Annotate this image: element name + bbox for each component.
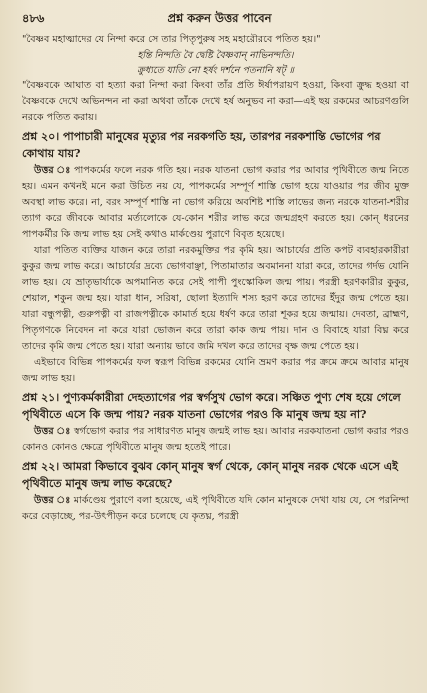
answer-22-text: মার্কণ্ডেয় পুরাণে বলা হয়েছে, এই পৃথিবীতে যদি কোন মানুষকে দেখা যায় যে, সে পরনিন্দা করে বেড়াচ্ছে, পর-উৎপীড়ন করে চলেছে যে কৃতঘ্ন, পরস্ত্রী xyxy=(22,495,409,522)
answer-label: উত্তর ঃ xyxy=(34,426,71,437)
sanskrit-verse-line-1: হন্তি নিন্দতি বৈ দ্বেষ্টি বৈষ্ণবান্ নাভিনন্দতি। xyxy=(137,50,294,61)
answer-20-paragraph-3: এইভাবে বিভিন্ন পাপকর্মের ফল স্বরূপ বিভিন্ন রকমের যোনি ভ্রমণ করার পর ক্রমে ক্রমে আবার মানুষ জন্ম লাভ হয়। xyxy=(22,357,409,384)
answer-20-paragraph-1 xyxy=(22,163,409,243)
answer-21-text: স্বর্গভোগ করার পর সাধারণত মানুষ জন্মই লাভ হয়। আবার নরকযাতনা ভোগ করার পরও কোনও কোনও ক্ষেত্রে পৃথিবীতে মানুষ জন্ম হতেই পারে। xyxy=(22,426,409,453)
question-20: প্রশ্ন ২০। পাপাচারী মানুষের মৃত্যুর পর নরকগতি হয়, তারপর নরকশান্তি ভোগের পর কোথায় যায়? xyxy=(22,130,381,160)
verse-translation-paragraph: "বৈষ্ণবকে আঘাত বা হত্যা করা নিন্দা করা কিংবা তাঁর প্রতি ঈর্ষাপরায়ণ হওয়া, কিংবা ক্রুদ্ধ হওয়া বা বৈষ্ণবকে দেখে অভিনন্দন না করা অথবা তাঁকে দেখে হর্ষ অনুভব না করা—এই ছয় রকমের আচরণগুলি নরকে পতিত করায়। xyxy=(22,80,409,123)
answer-20-text: পাপকর্মের ফলে নরক গতি হয়। নরক যাতনা ভোগ করার পর আবার পৃথিবীতে জন্ম নিতে হয়। এমন কখনই মনে করা উচিত নয় যে, পাপকর্মের সম্পূর্ণ শাস্তি ভোগ হয়ে যাওয়ার পর জীব মুক্ত অবস্থা লাভ করে। না, বরং সম্পূর্ণ শাস্তি না ভোগ করিয়ে অবশিষ্ট শাস্তি লাভের জন্য নরকে যাতনা-শরীর ত্যাগ করে জীবকে আবার মর্ত্যলোকে যে-কোন শরীর লাভ করে জন্মগ্রহণ করতে হয়। কোন্ ধরনের পাপকর্মীর কি জন্ম লাভ হয় সেই কথাও মার্কণ্ডেয় পুরাণে বিবৃত হয়েছে। xyxy=(22,165,409,240)
answer-label: উত্তর ঃ xyxy=(34,165,71,176)
running-header xyxy=(22,10,409,26)
answer-22-paragraph xyxy=(22,493,409,525)
page-number: ৪৮৬ xyxy=(22,11,45,25)
running-title: প্রশ্ন করুন উত্তর পাবেন xyxy=(167,11,272,25)
answer-21-paragraph xyxy=(22,424,409,456)
question-21: প্রশ্ন ২১। পুণ্যকর্মকারীরা দেহত্যাগের পর স্বর্গসুখ ভোগ করে। সঞ্চিত পুণ্য শেষ হয়ে গেলে পৃথিবীতে এসে কি জন্ম পায়? নরক যাতনা ভোগের পরও কি মানুষ জন্ম হয় না? xyxy=(22,391,401,421)
question-22: প্রশ্ন ২২। আমরা কিভাবে বুঝব কোন্ মানুষ স্বর্গ থেকে, কোন্ মানুষ নরক থেকে এসে এই পৃথিবীতে মানুষ জন্ম লাভ করেছে? xyxy=(22,460,398,490)
sanskrit-verse-line-2: ক্রুধ্যতে যাতি নো হর্ষং দর্শনে পতনানি ষট্ ॥ xyxy=(137,65,294,76)
answer-20-paragraph-2: যারা পতিত ব্যক্তির যাজন করে তারা নরকমুক্তির পর কৃমি হয়। আচার্যের প্রতি কপট ব্যবহারকারীরা কুকুর জন্ম লাভ করে। আচার্যের দ্রব্যে ভোগবাঞ্ছা, পিতামাতার অবমাননা যারা করে, তাদের গর্দভ যোনি লাভ হয়। যে ভ্রাতৃভার্যাকে অপমানিত করে সেই পাপী পুংস্কোকিল জন্ম পায়। পরস্ত্রী হরণকারীর কুকুর, শেয়াল, শকুন জন্ম হয়। যারা ধান, সরিষা, ছোলা ইত্যাদি শস্য হরণ করে তাদের ইঁদুর জন্ম পেতে হয়। যারা বন্ধুপত্নী, গুরুপত্নী বা রাজপত্নীকে কামার্ত হয়ে ধর্ষণ করে তারা শূকর হয়ে জন্মায়। দেবতা, ব্রাহ্মণ, পিতৃগণকে নিবেদন না করে যারা ভোজন করে তারা কাক জন্ম পায়। দান ও বিবাহে যারা বিঘ্ন করে তাদের কৃমি জন্ম পেতে হয়। যারা অন্যায় ভাবে জমি দখল করে তাদের বৃক্ষ জন্ম পেতে হয়। xyxy=(22,245,409,352)
answer-label: উত্তর ঃ xyxy=(34,495,71,506)
quote-paragraph: "বৈষ্ণব মহাত্মাদের যে নিন্দা করে সে তার পিতৃপুরুষ সহ মহারৌরবে পতিত হয়।" xyxy=(22,34,321,45)
